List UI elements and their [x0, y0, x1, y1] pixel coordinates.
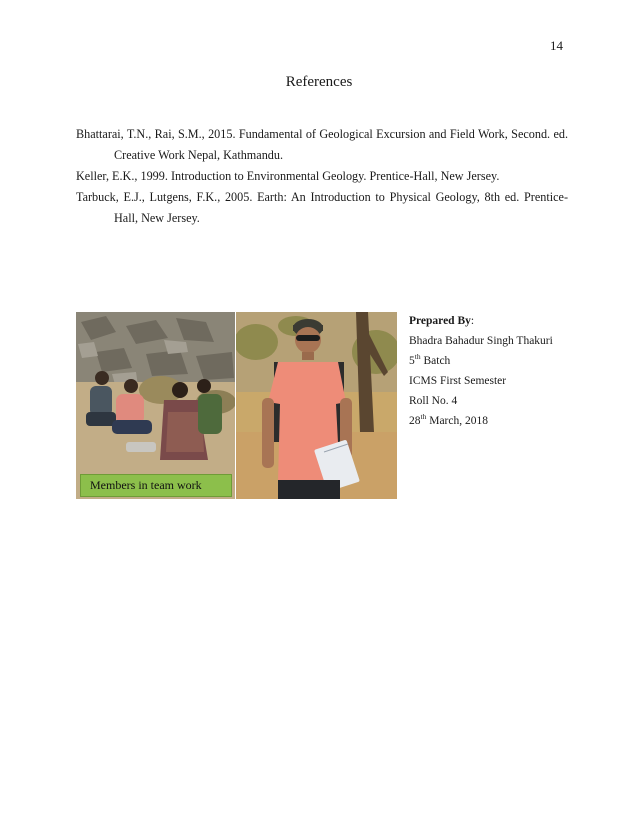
team-work-photo — [76, 312, 235, 499]
date-rest: March, 2018 — [426, 415, 488, 427]
references-heading: References — [285, 74, 353, 90]
portrait-photo — [236, 312, 397, 499]
references-list — [76, 124, 568, 229]
date-suffix: th — [420, 412, 427, 421]
prepared-by-block — [409, 311, 553, 431]
author-name: Bhadra Bahadur Singh Thakuri — [409, 335, 553, 347]
reference-entry: Keller, E.K., 1999. Introduction to Environmental Geology. Prentice-Hall, New Jersey. — [76, 169, 500, 183]
reference-entry: Bhattarai, T.N., Rai, S.M., 2015. Fundamental of Geological Excursion and Field Work, Second. ed. Creative Work Nepal, Kathmandu. — [76, 127, 568, 162]
batch-word: Batch — [420, 355, 451, 367]
date-day: 28 — [409, 415, 421, 427]
batch-suffix: th — [414, 352, 421, 361]
prepared-by-colon: : — [470, 315, 475, 327]
reference-entry: Tarbuck, E.J., Lutgens, F.K., 2005. Earth: An Introduction to Physical Geology, 8th ed. Prentice-Hall, New Jersey. — [76, 190, 568, 225]
batch-number: 5 — [409, 355, 415, 367]
page-number: 14 — [550, 38, 563, 53]
prepared-by-label: Prepared By — [409, 315, 471, 327]
roll-line: Roll No. 4 — [409, 395, 458, 407]
photo-caption: Members in team work — [80, 474, 232, 497]
program-line: ICMS First Semester — [409, 375, 507, 387]
batch-line — [409, 351, 553, 371]
date-line — [409, 411, 553, 431]
prepared-by-heading — [409, 311, 553, 331]
